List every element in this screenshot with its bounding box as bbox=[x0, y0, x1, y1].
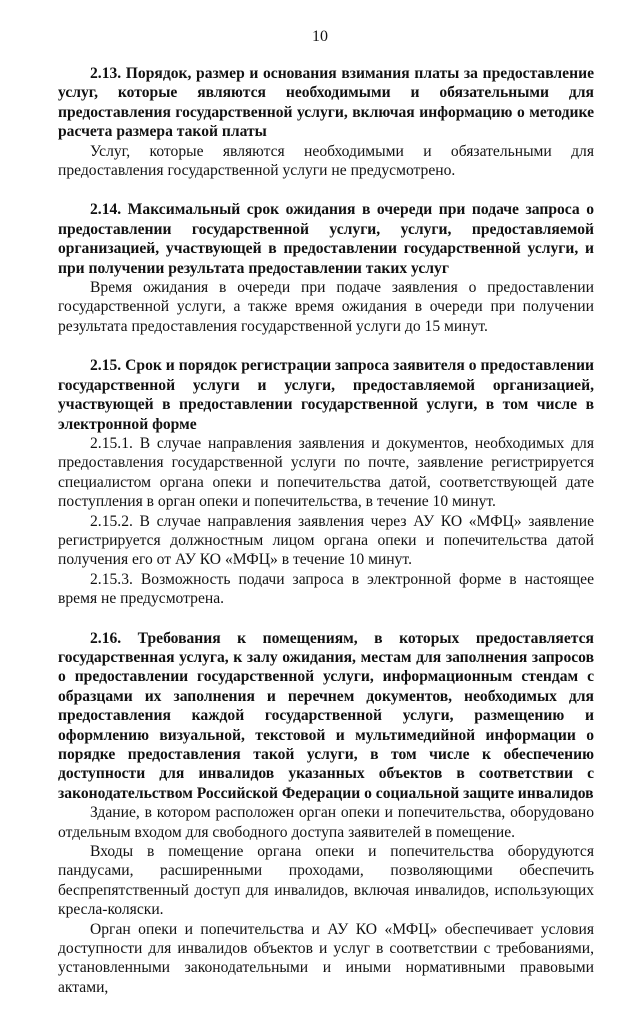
paragraph: 2.15.3. Возможность подачи запроса в электронной форме в настоящее время не предусмотрена. bbox=[58, 570, 594, 608]
paragraph: Услуг, которые являются необходимыми и обязательными для предоставления государственной услуги не предусмотрено. bbox=[58, 142, 594, 180]
section-heading: 2.16. Требования к помещениям, в которых предоставляется государственная услуга, к залу ожидания, местам для заполнения запросов о предоставлении государственной услуги, информационным стендам с образцами их заполнения и перечнем документов, необходимых для предоставления каждой государственной услуги, размещению и оформлению визуальной, текстовой и мультимедийной информации о порядке предоставления такой услуги, в том числе к обеспечению доступности для инвалидов указанных объектов в соответствии с законодательством Российской Федерации о социальной защите инвалидов bbox=[58, 629, 594, 802]
paragraph: Входы в помещение органа опеки и попечительства оборудуются пандусами, расширенными проходами, позволяющими обеспечить беспрепятственный доступ для инвалидов, включая инвалидов, использующих кресла-коляски. bbox=[58, 843, 594, 919]
page-number: 10 bbox=[312, 28, 328, 45]
section-2-13 bbox=[58, 64, 594, 180]
section-heading: 2.13. Порядок, размер и основания взимания платы за предоставление услуг, которые являются необходимыми и обязательными для предоставления государственной услуги, включая информацию о методике расчета размера такой платы bbox=[58, 65, 594, 141]
section-heading: 2.14. Максимальный срок ожидания в очереди при подаче запроса о предоставлении государственной услуги, услуги, предоставляемой организацией, участвующей в предоставлении государственной услуги, и при получении результата предоставлении таких услуг bbox=[58, 201, 594, 277]
section-2-16 bbox=[58, 629, 594, 998]
section-2-15 bbox=[58, 356, 594, 608]
document-body bbox=[58, 64, 594, 1017]
paragraph: Орган опеки и попечительства и АУ КО «МФЦ» обеспечивает условия доступности для инвалидов объектов и услуг в соответствии с требованиями, установленными законодательными и иными нормативными правовыми актами, bbox=[58, 920, 594, 996]
paragraph: Здание, в котором расположен орган опеки и попечительства, оборудовано отдельным входом для свободного доступа заявителей в помещение. bbox=[58, 804, 594, 841]
section-heading: 2.15. Срок и порядок регистрации запроса заявителя о предоставлении государственной услуги и услуги, предоставляемой организацией, участвующей в предоставлении государственной услуги, в том числе в электронной форме bbox=[58, 357, 594, 433]
paragraph: Время ожидания в очереди при подаче заявления о предоставлении государственной услуги, а также время ожидания в очереди при получении результата предоставления государственной услуги до 15 минут. bbox=[58, 279, 594, 335]
section-2-14 bbox=[58, 200, 594, 336]
paragraph: 2.15.1. В случае направления заявления и документов, необходимых для предоставления государственной услуги по почте, заявление регистрируется специалистом органа опеки и попечительства датой, соответствующей дате поступления в орган опеки и попечительства, в течение 10 минут. bbox=[58, 434, 594, 511]
paragraph: 2.15.2. В случае направления заявления через АУ КО «МФЦ» заявление регистрируется должностным лицом органа опеки и попечительства датой получения его от АУ КО «МФЦ» в течение 10 минут. bbox=[58, 512, 594, 569]
